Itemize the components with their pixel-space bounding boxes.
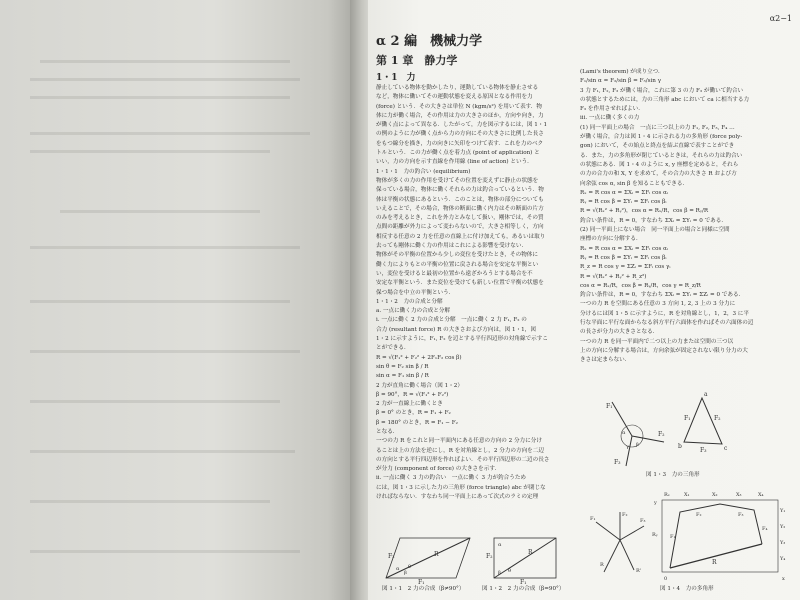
fig-1-4-label-y: y xyxy=(654,500,657,506)
fig-1-5-force-r xyxy=(604,540,620,572)
text-line: きさは定まらない． xyxy=(580,357,631,364)
text-line: 向余弦 cos α, sin β を知ることもできる． xyxy=(580,180,689,187)
section-title: 1・1 力 xyxy=(376,73,416,83)
text-line: ii. 一点に働く 3 力の釣合い 一点に働く 3 力が釣合うため xyxy=(376,475,527,482)
text-line: F₁/sin α = F₂/sin β = F₃/sin γ xyxy=(580,78,661,85)
fig-1-4-label-f3: F₃ xyxy=(738,512,744,518)
figure-1-5 xyxy=(590,508,650,578)
fig-1-5-label-rp: R' xyxy=(636,568,642,574)
text-line: 一つの力 R を空間にある任意の 3 方向 1, 2, 3 上の 3 分力に xyxy=(580,301,736,308)
fig-1-1-label-f1: F₁ xyxy=(418,579,425,584)
text-line: 去っても剛体に働く力の作用はこれによる影響を受けない． xyxy=(376,243,528,250)
fig-1-4-label-y3: Y₃ xyxy=(780,540,786,546)
text-line: い，変位を受けると最初の位置から遠ざかろうとする場合を不 xyxy=(376,270,533,277)
text-line: をもつ線分を描き，力の向きに矢印をつけて表す．これを力のベク xyxy=(376,140,544,147)
figure-1-1-caption: 図 1・1 2 力の合成（β≠90°） xyxy=(382,586,465,592)
fig-1-3-label-beta: β xyxy=(636,442,639,448)
fig-1-4-label-f1: F₁ xyxy=(670,534,676,540)
text-line: a. 一点に働く力の合成と分解 xyxy=(376,308,451,315)
text-line: gon) において，その始点と終点を結ぶ直線で表すことができ xyxy=(580,143,735,150)
figure-1-2 xyxy=(486,528,568,584)
text-line: 2 力が直角に働く場合（図 1・2） xyxy=(376,382,463,389)
text-line: i. 一点に働く 2 力の合成と分解 一点に働く 2 力 F₁, F₂ の xyxy=(376,317,527,324)
figure-1-4 xyxy=(650,488,790,584)
text-line: る．また，力の多角形が閉じているときは，それらの力は釣合い xyxy=(580,152,743,159)
right-page xyxy=(368,0,800,600)
fig-1-5-force-f1 xyxy=(596,522,620,540)
text-line: 一つの力 R を同一平面内で二つ以上の力または空間の三つ以 xyxy=(580,338,734,345)
text-line: が働く場合，合力は図 1・4 に示される力の多角形 (force poly- xyxy=(580,134,743,141)
text-line: の長さが分力の大きさとなる． xyxy=(580,329,659,336)
fig-1-3-triangle-f2: F₂ xyxy=(714,415,721,422)
fig-1-3-label-f3: F₃ xyxy=(614,459,621,466)
fig-1-1-label-r: R xyxy=(434,551,439,558)
text-line: など，物体に働いてその運動状態を変える原因となる作用を力 xyxy=(376,94,533,101)
text-line: sin α = F₁ sin β / R xyxy=(376,373,429,380)
fig-1-5-force-f3 xyxy=(620,526,644,540)
left-page xyxy=(0,0,356,600)
fig-1-2-label-alpha: α xyxy=(498,542,502,548)
text-line: の力の合力の和 X, Y を求めて，その合力の大きさ R および方 xyxy=(580,171,737,178)
chapter-title: 第 1 章 静力学 xyxy=(376,54,458,67)
text-line: とができる． xyxy=(376,345,410,352)
fig-1-2-label-r: R xyxy=(528,549,533,556)
text-line: ることは上の方法を逆にし，R を対角線とし，2 分力の方向を二辺 xyxy=(376,447,544,454)
fig-1-3-label-a: a xyxy=(704,391,708,398)
fig-1-2-label-beta: β xyxy=(498,570,501,576)
fig-1-5-label-r: R xyxy=(600,562,604,568)
fig-1-5-label-f2: F₂ xyxy=(622,512,628,518)
text-line: F₃ を作用させればよい． xyxy=(580,106,644,113)
fig-1-1-label-beta: β xyxy=(404,570,407,576)
fig-1-3-label-f2: F₂ xyxy=(658,431,665,438)
text-line: のみを考えるとき，これを外力とみなして扱い，剛体では，その質 xyxy=(376,215,544,222)
text-line: となる． xyxy=(376,428,399,435)
fig-1-1-label-alpha: α xyxy=(396,566,400,572)
text-line: 分けるには図 1・5 に示すように，R を対角線とし，1，2，3 に平 xyxy=(580,310,749,317)
figure-1-4-caption: 図 1・4 力の多角形 xyxy=(660,586,714,592)
fig-1-2-resultant xyxy=(494,538,556,578)
text-column-left xyxy=(376,84,572,502)
text-line: トルという．この力が働く点を着力点 (point of application) と xyxy=(376,150,540,157)
text-line: の状態とするためには，力の三角形 abc において ca に相当する力 xyxy=(580,96,750,103)
fig-1-2-label-f2: F₂ xyxy=(486,553,493,560)
text-line: cos α = Rₓ/R，cos β = Rᵧ/R，cos γ = R_z/R xyxy=(580,282,701,289)
fig-1-5-force-rp xyxy=(620,540,634,570)
fig-1-4-label-x3: X₃ xyxy=(736,492,742,498)
fig-1-2-label-theta: θ xyxy=(508,568,512,574)
text-line: いい，力の方向を示す直線を作用線 (line of action) という． xyxy=(376,159,533,166)
text-line: 一つの力 R をこれと同一平面内にある任意の方向の 2 分力に分け xyxy=(376,438,542,445)
text-line: の方向とする平行四辺形を作ればよい．その平行四辺形の二辺の長さ xyxy=(376,456,550,463)
fig-1-4-label-x2: X₂ xyxy=(712,492,718,498)
text-line: β = 90°，R = √(F₁² + F₂²) xyxy=(376,391,449,398)
text-line: 3 力 F₁, F₂, F₃ が働く場合，これに第 3 の力 F₃ が働いて釣合い xyxy=(580,87,744,94)
text-line: 行な平面に平行な面からなる斜方平行六面体を作ればその六面体の辺 xyxy=(580,320,754,327)
figure-1-3-caption: 図 1・3 力の三角形 xyxy=(646,472,700,478)
fig-1-4-label-x1: X₁ xyxy=(684,492,690,498)
text-line: 働く力によりもとの平衡の位置に戻される場合を安定な平衡とい xyxy=(376,261,539,268)
page-number: α2−1 xyxy=(769,14,792,23)
text-line: Rₓ = R cos α = ΣXᵢ = ΣFᵢ cos αᵢ xyxy=(580,189,669,196)
fig-1-4-label-y4: Y₄ xyxy=(780,556,786,562)
text-line: いえることで，その場合，物体の断面に働く内力はその断面の片方 xyxy=(376,205,544,212)
fig-1-4-label-rx: Rₓ xyxy=(664,492,670,498)
fig-1-4-label-ry: Rᵧ xyxy=(652,532,658,538)
fig-1-3-triangle-f1: F₁ xyxy=(684,415,691,422)
text-line: が働く点によって異なる．したがって，力を図示するには，図 1・1 xyxy=(376,122,548,129)
text-line: 1・1・1 力の釣合い (equilibrium) xyxy=(376,168,471,175)
text-line: Rᵧ = R cos β = ΣYᵢ = ΣFᵢ cos βᵢ xyxy=(580,199,667,206)
fig-1-4-label-origin: 0 xyxy=(664,576,668,582)
fig-1-5-label-f3: F₃ xyxy=(640,518,646,524)
fig-1-3-label-gamma: γ xyxy=(626,444,629,450)
text-line: R = √(F₁² + F₂² + 2F₁F₂ cos β) xyxy=(376,354,462,361)
text-line: 相反する任意の 2 力を任意の直線上に付け加えても，あるいは取り xyxy=(376,233,546,240)
text-line: sin θ = F₂ sin β / R xyxy=(376,363,429,370)
figure-1-2-caption: 図 1・2 2 力の合成（β=90°） xyxy=(482,586,565,592)
text-line: 保つ場合を中立の平衡という． xyxy=(376,289,455,296)
text-line: が分力 (component of force) の大きさを示す． xyxy=(376,466,501,473)
fig-1-4-label-y2: Y₂ xyxy=(780,524,786,530)
fig-1-4-label-y1: Y₁ xyxy=(780,508,786,514)
text-line: 保っている場合，物体に働くそれらの力は釣合っているという．物 xyxy=(376,187,544,194)
text-line: β = 0° のとき，R = F₁ + F₂ xyxy=(376,410,451,417)
fig-1-4-label-x4: X₄ xyxy=(758,492,764,498)
text-line: 釣合い条件は，R = 0，すなわち ΣXᵢ = ΣYᵢ = 0 である． xyxy=(580,217,727,224)
text-line: 物体が多くの力の作用を受けてその位置を変えずに静止の状態を xyxy=(376,177,539,184)
text-line: 体は平衡の状態にあるという．このことは，物体の部分についても xyxy=(376,196,544,203)
text-line: 合力 (resultant force) R の大きさおよび方向は，図 1・1，図 xyxy=(376,326,536,333)
text-line: (force) という．その大きさは単位 N (kgm/s²) を用いて表す．物 xyxy=(376,103,542,110)
text-line: R = √(Rₓ² + Rᵧ² + R_z²) xyxy=(580,273,647,280)
fig-1-3-label-f1: F₁ xyxy=(606,403,613,410)
text-line: 点間の距離が外力によって変わらないので，大きさ相等しく，方向 xyxy=(376,224,544,231)
fig-1-4-label-f2: F₂ xyxy=(696,512,702,518)
text-line: iii. 一点に働く多くの力 xyxy=(580,115,640,122)
fig-1-1-label-f2: F₂ xyxy=(388,553,395,560)
text-line: 1・2 に示すように，F₁, F₂ を辺とする平行四辺形の対角線で示すこ xyxy=(376,336,548,343)
text-line: 2 力が一直線上に働くとき xyxy=(376,401,443,408)
text-line: には，図 1・3 に示した力の三角形 (force triangle) abc が閉じな xyxy=(376,484,546,491)
text-line: 体に力が働く場合，その作用は力の大きさのほか，方向や向き，力 xyxy=(376,112,544,119)
part-title: α 2 編 機械力学 xyxy=(376,34,483,49)
fig-1-4-label-r: R xyxy=(712,559,717,566)
fig-1-3-label-b: b xyxy=(678,443,682,450)
fig-1-2-label-f1: F₁ xyxy=(520,579,527,584)
fig-1-3-triangle-f3: F₃ xyxy=(700,447,707,454)
fig-1-3-force-f3 xyxy=(626,436,632,466)
text-line: R = √(Rₓ² + Rᵧ²)，cos α = Rₓ/R，cos β = Rᵧ/R xyxy=(580,208,709,215)
text-line: β = 180° のとき，R = F₁ − F₂ xyxy=(376,419,458,426)
text-line: Rₓ = R cos α = ΣXᵢ = ΣFᵢ cos αᵢ xyxy=(580,245,669,252)
text-line: の例のように力が働く点から力の方向にその大きさに比例した長さ xyxy=(376,131,544,138)
text-line: (Lami's theorem) が成り立つ． xyxy=(580,69,664,75)
text-line: 座標の方向に分解する． xyxy=(580,236,642,243)
fig-1-1-label-theta: θ xyxy=(408,564,412,570)
text-line: 安定な平衡という．また変位を受けても新しい位置で平衡の状態を xyxy=(376,280,544,287)
fig-1-1-resultant xyxy=(386,538,470,578)
fig-1-4-label-x: x xyxy=(782,576,785,582)
text-line: R_z = R cos γ = ΣZᵢ = ΣFᵢ cos γᵢ xyxy=(580,264,671,271)
text-line: ければならない．すなわち同一平面上にあって次式のラミの定理 xyxy=(376,494,539,501)
text-line: 静止している物体を動かしたり，運動している物体を静止させる xyxy=(376,85,539,91)
text-line: Rᵧ = R cos β = ΣYᵢ = ΣFᵢ cos βᵢ xyxy=(580,254,667,261)
text-line: 1・1・2 力の合成と分解 xyxy=(376,298,443,305)
fig-1-3-label-c: c xyxy=(724,445,728,452)
text-line: (2) 同一平面上にない場合 同一平面上の場合と同様に空間 xyxy=(580,227,730,234)
figure-1-1 xyxy=(378,528,478,584)
figure-1-3 xyxy=(600,384,740,468)
text-line: 上の方向に分解する場合は，方向余弦が固定されない限り分力の大 xyxy=(580,347,748,354)
text-column-right xyxy=(580,68,790,366)
text-line: 釣合い条件は，R = 0，すなわち ΣXᵢ = ΣYᵢ = ΣZᵢ = 0 である． xyxy=(580,292,745,299)
fig-1-4-label-f4: F₄ xyxy=(762,526,768,532)
fig-1-3-label-alpha: α xyxy=(622,430,626,436)
text-line: 物体がその平衡の位置から少しの変位を受けたとき，その物体に xyxy=(376,252,538,259)
text-line: (1) 同一平面上の場合 一点に三つ以上の力 F₁, F₂, F₃, F₄ … xyxy=(580,124,735,131)
fig-1-5-label-f1: F₁ xyxy=(590,516,596,522)
text-line: の状態にある．図 1・4 のように x, y 座標を定めると，それら xyxy=(580,161,739,168)
